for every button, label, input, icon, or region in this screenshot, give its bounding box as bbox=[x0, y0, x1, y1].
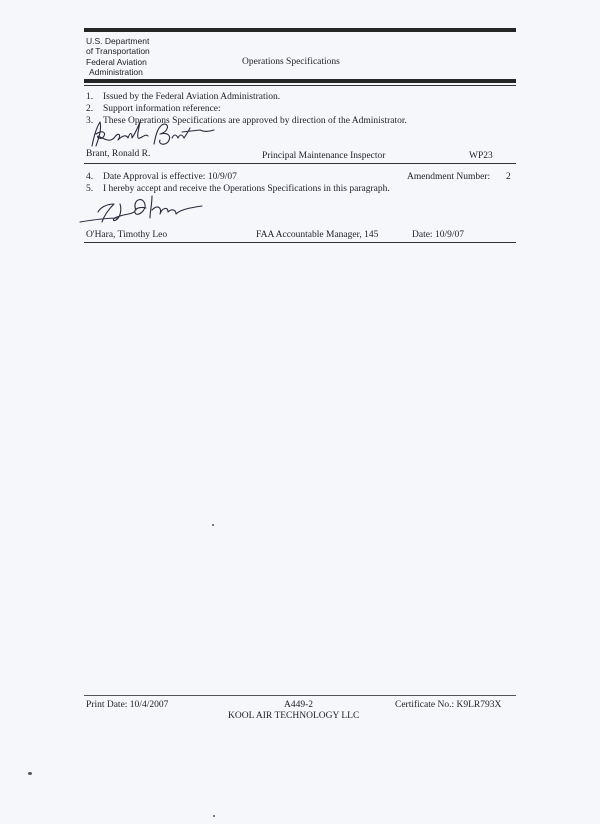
acceptance-text: I hereby accept and receive the Operations Specifications in this paragraph. bbox=[103, 184, 390, 194]
department-line: U.S. Department bbox=[86, 36, 150, 46]
document-id: A449-2 bbox=[284, 700, 314, 710]
inspector-code: WP23 bbox=[469, 151, 493, 161]
certificate-number: Certificate No.: K9LR793X bbox=[395, 700, 502, 710]
inspector-title: Principal Maintenance Inspector bbox=[262, 151, 386, 161]
manager-date: Date: 10/9/07 bbox=[412, 230, 464, 240]
department-line: of Transportation bbox=[86, 46, 150, 57]
document-title: Operations Specifications bbox=[242, 57, 340, 67]
header-top-rule bbox=[84, 28, 516, 32]
item-text: Issued by the Federal Aviation Administration. bbox=[103, 92, 281, 102]
scan-speck bbox=[213, 815, 215, 817]
item-number: 1. bbox=[86, 92, 94, 102]
approval-item bbox=[86, 172, 237, 183]
manager-title: FAA Accountable Manager, 145 bbox=[256, 230, 379, 240]
amendment-label: Amendment Number: bbox=[407, 172, 491, 182]
inspector-rule bbox=[84, 163, 516, 164]
header-bottom-rule bbox=[84, 79, 516, 83]
header-thin-rule bbox=[84, 85, 516, 86]
manager-rule bbox=[84, 242, 516, 243]
item-number: 3. bbox=[86, 116, 94, 126]
item-text: Support information reference: bbox=[103, 104, 221, 114]
list-item bbox=[86, 92, 280, 103]
scan-speck bbox=[28, 772, 32, 775]
manager-name: O'Hara, Timothy Leo bbox=[86, 230, 168, 240]
company-name: KOOL AIR TECHNOLOGY LLC bbox=[228, 711, 360, 721]
manager-signature bbox=[76, 192, 216, 228]
footer-rule bbox=[84, 695, 516, 696]
amendment-number: 2 bbox=[506, 172, 511, 182]
list-item bbox=[86, 104, 221, 115]
item-number: 4. bbox=[86, 172, 94, 182]
print-date: Print Date: 10/4/2007 bbox=[86, 700, 169, 710]
inspector-signature bbox=[84, 118, 224, 150]
item-number: 5. bbox=[86, 184, 94, 194]
item-number: 2. bbox=[86, 104, 94, 114]
department-line: Federal Aviation bbox=[86, 56, 147, 67]
scan-speck bbox=[212, 524, 214, 526]
approval-date-text: Date Approval is effective: 10/9/07 bbox=[103, 172, 237, 182]
department-block bbox=[86, 36, 150, 77]
inspector-name: Brant, Ronald R. bbox=[86, 149, 151, 159]
department-line: Administration bbox=[89, 66, 143, 77]
item-text: These Operations Specifications are approved by direction of the Administrator. bbox=[103, 116, 407, 126]
